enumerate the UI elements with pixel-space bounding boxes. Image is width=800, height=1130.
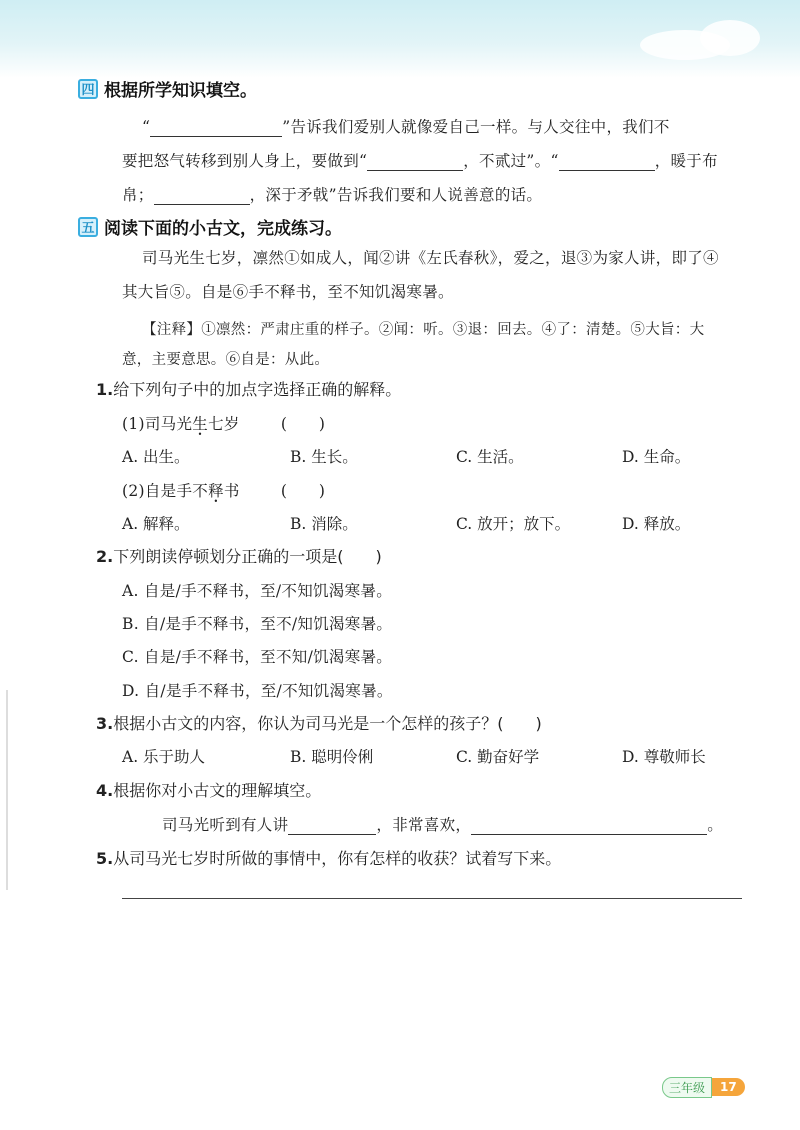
q4-fill-text-a: 司马光听到有人讲 <box>162 816 289 834</box>
question-5 <box>96 846 561 869</box>
fill-blank-1[interactable] <box>150 118 282 137</box>
section-4-heading <box>78 76 257 101</box>
q3-options <box>122 745 762 767</box>
q3-option-d[interactable]: D. 尊敬师长 <box>622 748 706 766</box>
q1-sub2-dotted-char: 释 <box>208 482 224 500</box>
q1-sub1-option-a[interactable]: A. 出生。 <box>122 448 190 466</box>
q1-sub1-answer-slot[interactable]: ( ) <box>280 415 326 433</box>
s4-l1-text-b: ”告诉我们爱别人就像爱自己一样。与人交往中，我们不 <box>282 118 670 136</box>
fill-blank-3[interactable] <box>559 152 655 171</box>
q2-option-b[interactable]: B. 自/是手不释书，至不/知饥渴寒暑。 <box>122 615 393 633</box>
passage-line-2: 其大旨⑤。自是⑥手不释书，至不知饥渴寒暑。 <box>122 283 454 301</box>
question-1 <box>96 377 401 400</box>
page-number: 17 <box>712 1078 745 1096</box>
q1-sub1-option-c[interactable]: C. 生活。 <box>456 448 524 466</box>
s4-l2-text-b: ，不贰过”。“ <box>463 152 559 170</box>
q3-option-c[interactable]: C. 勤奋好学 <box>456 748 540 766</box>
question-4 <box>96 778 321 801</box>
q2-option-d[interactable]: D. 自/是手不释书，至/不知饥渴寒暑。 <box>122 682 393 700</box>
s4-line-2 <box>122 149 718 171</box>
q1-sub2-option-b[interactable]: B. 消除。 <box>290 515 358 533</box>
note-line-1: 【注释】①凛然：严肃庄重的样子。②闻：听。③退：回去。④了：清楚。⑤大旨：大 <box>142 322 705 338</box>
question-2 <box>96 544 382 567</box>
section-5-heading <box>78 214 342 239</box>
q1-sub1-option-b[interactable]: B. 生长。 <box>290 448 358 466</box>
s4-l3-text-a: 帛； <box>122 186 154 204</box>
s4-line-3 <box>122 183 542 205</box>
q1-number: 1. <box>96 380 114 399</box>
s4-l2-text-c: ，暖于布 <box>654 152 718 170</box>
q1-sub1-options <box>122 445 762 467</box>
q1-sub2-option-d[interactable]: D. 释放。 <box>622 515 691 533</box>
q3-option-a[interactable]: A. 乐于助人 <box>122 748 206 766</box>
q1-sub1-option-d[interactable]: D. 生命。 <box>622 448 691 466</box>
s4-line-1 <box>142 115 670 137</box>
q2-option-c[interactable]: C. 自是/手不释书，至不知/饥渴寒暑。 <box>122 648 393 666</box>
q4-fill-line <box>162 813 723 835</box>
note-line-2: 意，主要意思。⑥自是：从此。 <box>122 352 330 368</box>
q1-sub-1 <box>122 412 325 434</box>
question-3 <box>96 711 542 734</box>
s4-l2-text-a: 要把怒气转移到别人身上，要做到“ <box>122 152 368 170</box>
q1-sub2-options <box>122 512 762 534</box>
q1-sub1-dotted-char: 生 <box>192 415 209 433</box>
q1-sub2-pre: (2)自是手不 <box>122 482 209 500</box>
q4-fill-text-b: ，非常喜欢， <box>376 816 472 834</box>
q4-blank-1[interactable] <box>288 816 376 835</box>
section-5-badge: 五 <box>78 217 98 237</box>
q2-option-a[interactable]: A. 自是/手不释书，至/不知饥渴寒暑。 <box>122 582 392 600</box>
s4-l3-text-b: ，深于矛戟”告诉我们要和人说善意的话。 <box>249 186 543 204</box>
q5-answer-line[interactable] <box>122 898 742 899</box>
fill-blank-2[interactable] <box>367 152 463 171</box>
fill-blank-4[interactable] <box>154 186 250 205</box>
s4-l1-text-a: “ <box>142 118 151 136</box>
q1-sub2-option-c[interactable]: C. 放开；放下。 <box>456 515 571 533</box>
q2-number: 2. <box>96 547 114 566</box>
q1-text: 给下列句子中的加点字选择正确的解释。 <box>113 380 402 399</box>
left-margin-mark <box>6 690 8 890</box>
q5-number: 5. <box>96 849 114 868</box>
q4-number: 4. <box>96 781 114 800</box>
passage-line-1: 司马光生七岁，凛然①如成人，闻②讲《左氏春秋》，爱之，退③为家人讲，即了④ <box>142 249 719 267</box>
q1-sub2-answer-slot[interactable]: ( ) <box>280 482 326 500</box>
q3-option-b[interactable]: B. 聪明伶俐 <box>290 748 374 766</box>
q3-text: 根据小古文的内容，你认为司马光是一个怎样的孩子？( ) <box>113 714 542 733</box>
section-4-badge: 四 <box>78 79 98 99</box>
q4-text: 根据你对小古文的理解填空。 <box>113 781 322 800</box>
q4-blank-2[interactable] <box>471 816 707 835</box>
page-number-badge <box>662 1076 745 1098</box>
q1-sub1-post: 七岁 <box>208 415 240 433</box>
header-banner <box>0 0 800 78</box>
q1-sub2-post: 书 <box>223 482 240 500</box>
q5-text: 从司马光七岁时所做的事情中，你有怎样的收获？试着写下来。 <box>113 849 562 868</box>
q2-text: 下列朗读停顿划分正确的一项是( ) <box>113 547 382 566</box>
q1-sub1-pre: (1)司马光 <box>122 415 193 433</box>
q3-number: 3. <box>96 714 114 733</box>
section-4-title: 根据所学知识填空。 <box>104 81 257 101</box>
q1-sub2-option-a[interactable]: A. 解释。 <box>122 515 190 533</box>
section-5-title: 阅读下面的小古文，完成练习。 <box>104 219 342 239</box>
grade-label: 三年级 <box>662 1077 712 1098</box>
q4-fill-text-c: 。 <box>707 816 724 834</box>
q1-sub-2 <box>122 479 325 501</box>
